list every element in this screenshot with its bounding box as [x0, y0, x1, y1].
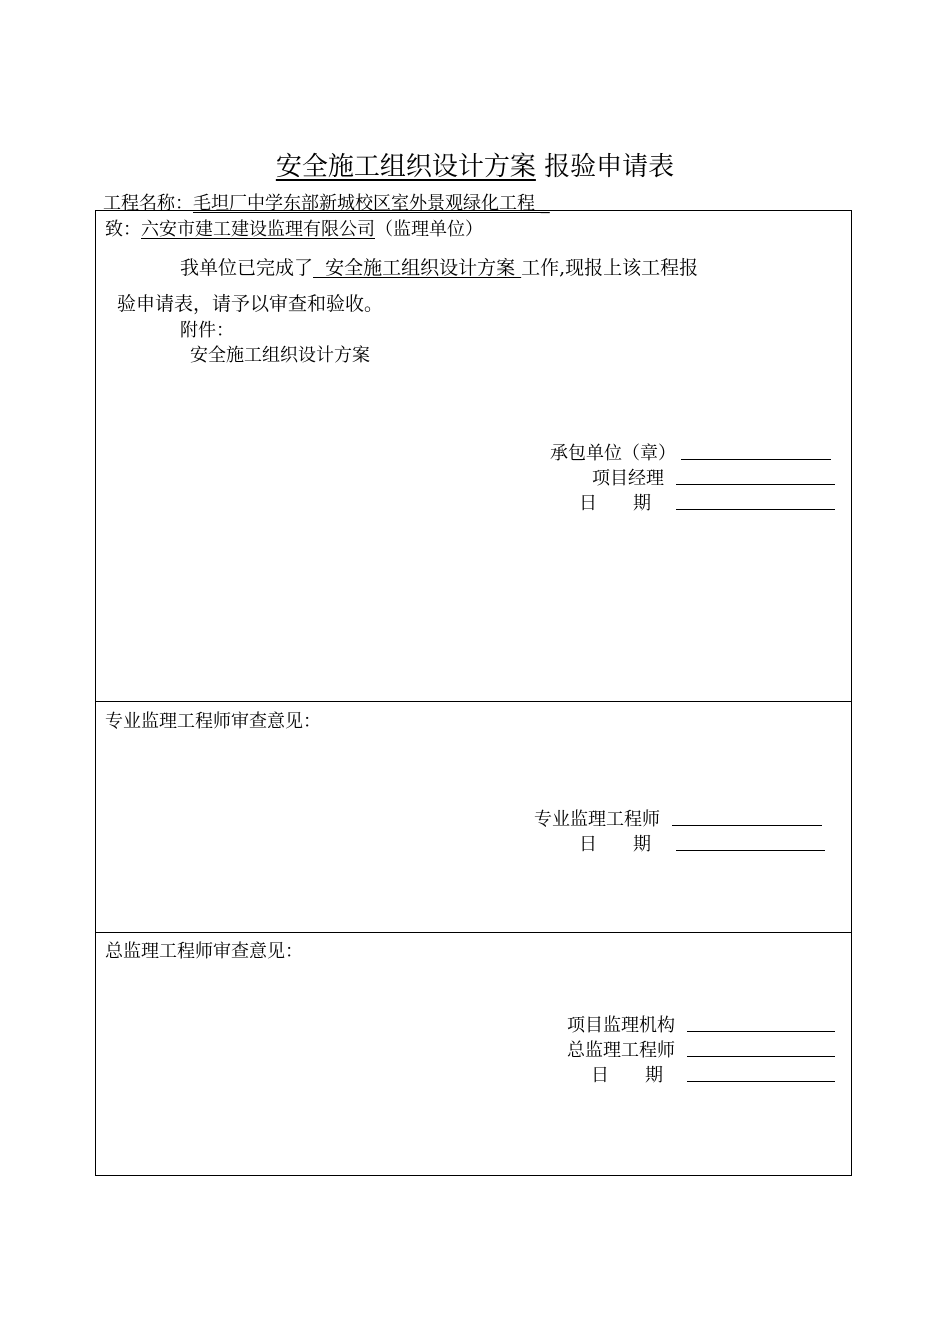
- statement-line-2: 验申请表，请予以审查和验收。: [117, 293, 384, 315]
- section-divider-1: [95, 701, 852, 702]
- section-divider-2: [95, 932, 852, 933]
- chief-label: 总监理工程师: [567, 1040, 675, 1061]
- title-main: 安全施工组织设计方案: [275, 152, 536, 182]
- contractor-signature-blank: [681, 443, 831, 460]
- statement-line-1: [180, 253, 698, 280]
- date-blank-1: [676, 493, 835, 510]
- project-value: 毛坦厂中学东部新城校区室外景观绿化工程: [193, 193, 535, 214]
- contractor-label: 承包单位（章）: [550, 443, 676, 464]
- attachment-item: 安全施工组织设计方案: [190, 345, 370, 366]
- attachment-label: 附件：: [180, 320, 234, 341]
- project-tail: _: [535, 193, 550, 214]
- date-blank-2: [676, 834, 825, 851]
- date-blank-3: [687, 1065, 835, 1082]
- page-title: [0, 146, 950, 183]
- date-label-3: 日 期: [591, 1065, 663, 1086]
- addressee-label: 致：: [105, 219, 141, 240]
- addressee-value: 六安市建工建设监理有限公司: [141, 219, 375, 240]
- date-label-2: 日 期: [579, 834, 651, 855]
- addressee-line: [105, 215, 483, 241]
- org-label: 项目监理机构: [567, 1015, 675, 1036]
- engineer-review-heading: 专业监理工程师审查意见：: [105, 711, 321, 732]
- engineer-signature-blank: [672, 809, 822, 826]
- addressee-suffix: （监理单位）: [375, 219, 483, 240]
- date-label-1: 日 期: [579, 493, 651, 514]
- statement-item: 安全施工组织设计方案: [313, 257, 522, 279]
- statement-prefix: 我单位已完成了: [180, 257, 314, 279]
- manager-signature-blank: [676, 468, 835, 485]
- manager-label: 项目经理: [592, 468, 664, 489]
- engineer-label: 专业监理工程师: [534, 809, 660, 830]
- org-signature-blank: [687, 1015, 835, 1032]
- title-suffix: 报验申请表: [535, 152, 675, 182]
- chief-signature-blank: [687, 1040, 835, 1057]
- project-label: 工程名称：: [103, 193, 193, 214]
- statement-suffix: 工作,现报上该工程报: [521, 257, 699, 279]
- chief-review-heading: 总监理工程师审查意见：: [105, 941, 303, 962]
